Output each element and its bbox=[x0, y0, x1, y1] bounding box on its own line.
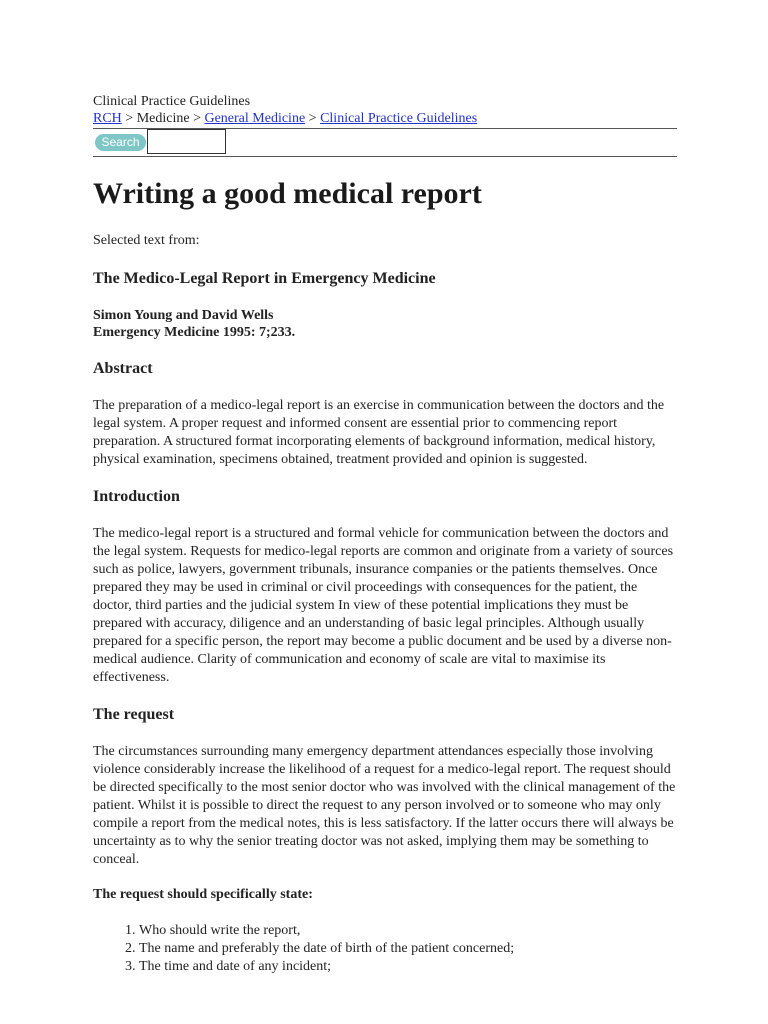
search-input[interactable] bbox=[147, 129, 226, 154]
page-content bbox=[93, 93, 677, 976]
list-item: 1. Who should write the report, bbox=[139, 922, 677, 940]
site-title: Clinical Practice Guidelines bbox=[93, 94, 251, 109]
list-item: 3. The time and date of any incident; bbox=[139, 958, 677, 976]
source-title: The Medico-Legal Report in Emergency Medicine bbox=[93, 270, 436, 287]
citation: Emergency Medicine 1995: 7;233. bbox=[93, 325, 296, 340]
request-heading: The request bbox=[93, 706, 175, 723]
breadcrumb-link-general-medicine[interactable]: General Medicine bbox=[204, 111, 306, 126]
breadcrumb-separator: > bbox=[305, 111, 321, 126]
breadcrumb-separator: > bbox=[189, 111, 205, 126]
breadcrumb-link-clinical-practice-guidelines[interactable]: Clinical Practice Guidelines bbox=[320, 111, 478, 126]
breadcrumb bbox=[93, 110, 677, 127]
request-list bbox=[93, 922, 677, 976]
request-list-heading: The request should specifically state: bbox=[93, 887, 313, 902]
authors: Simon Young and David Wells bbox=[93, 308, 274, 323]
authors-block bbox=[93, 307, 677, 341]
request-text: The circumstances surrounding many emergency department attendances especially those involving violence considerably increase the likelihood of a request for a medico-legal report. The request should be directed specifically to the most senior doctor who was involved with the clinical management of the patient. Whilst it is possible to direct the request to any person involved or to someone who may only compile a report from the medical notes, this is less satisfactory. If the latter occurs there will always be uncertainty as to why the senior treating doctor was not asked, implying them may be something to conceal. bbox=[93, 744, 676, 867]
introduction-text: The medico-legal report is a structured and formal vehicle for communication between the doctors and the legal system. Requests for medico-legal reports are common and originate from a variety of sources such as police, lawyers, government tribunals, insurance companies or the patients themselves. Once prepared they may be used in criminal or civil proceedings with consequences for the patient, the doctor, third parties and the judicial system In view of these potential implications they must be prepared with accuracy, diligence and an understanding of basic legal principles. Although usually prepared for a specific person, the report may become a public document and be used by a diverse non-medical audience. Clarity of communication and economy of scale are vital to maximise its effectiveness. bbox=[93, 526, 674, 685]
search-bar bbox=[93, 128, 677, 157]
introduction-heading: Introduction bbox=[93, 488, 180, 505]
abstract-text: The preparation of a medico-legal report is an exercise in communication between the doctors and the legal system. A proper request and informed consent are essential prior to commencing report preparation. A structured format incorporating elements of background information, medical history, physical examination, specimens obtained, treatment provided and opinion is suggested. bbox=[93, 398, 665, 467]
page-title: Writing a good medical report bbox=[93, 177, 482, 210]
lead-text: Selected text from: bbox=[93, 233, 200, 248]
breadcrumb-item-medicine: Medicine bbox=[136, 111, 190, 126]
abstract-heading: Abstract bbox=[93, 360, 153, 377]
breadcrumb-separator: > bbox=[121, 111, 137, 126]
list-item: 2. The name and preferably the date of birth of the patient concerned; bbox=[139, 940, 677, 958]
breadcrumb-link-rch[interactable]: RCH bbox=[93, 111, 122, 126]
search-button[interactable]: Search bbox=[95, 134, 146, 151]
